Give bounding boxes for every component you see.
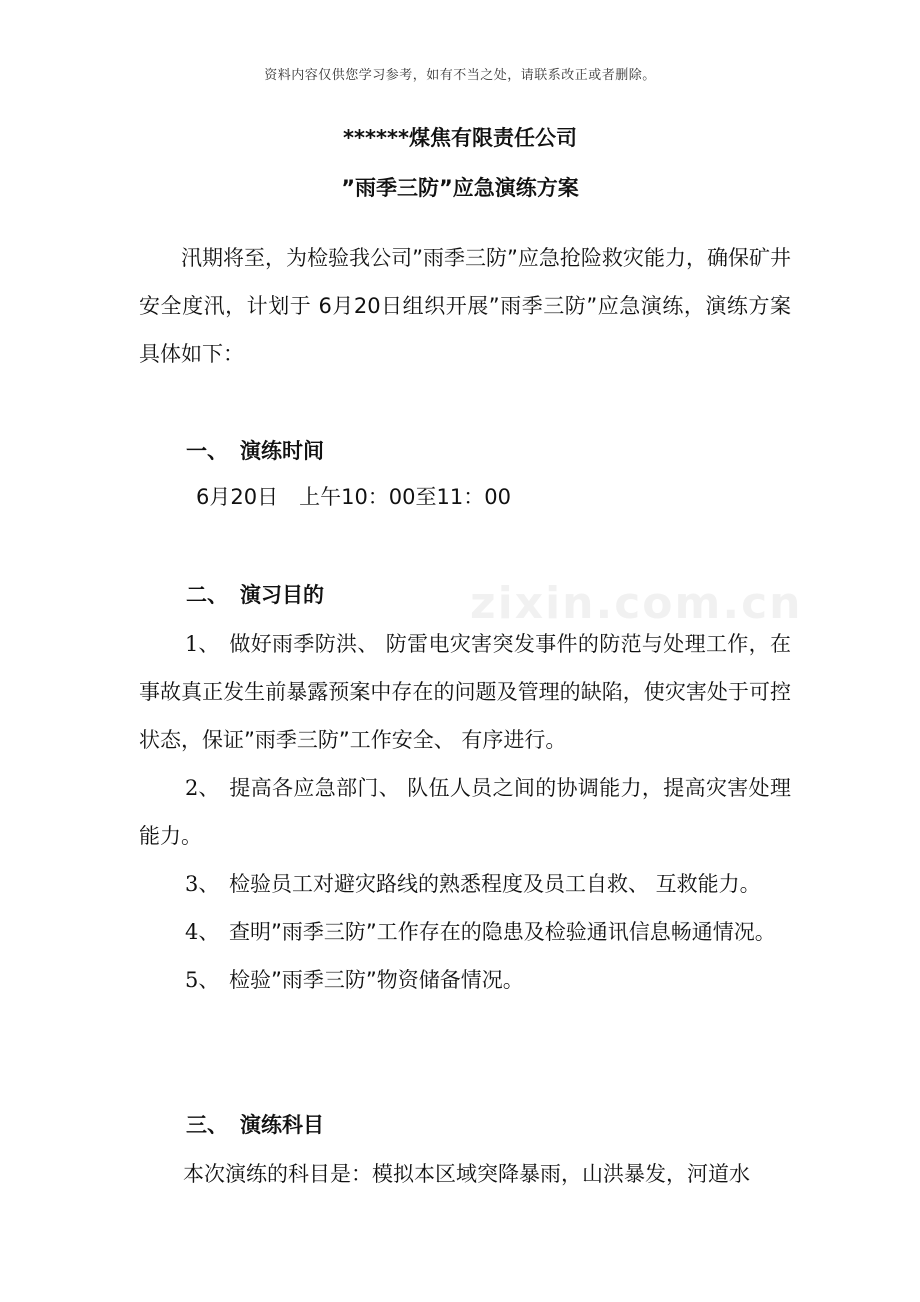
- section-heading-time: [186, 436, 324, 466]
- item-number: 2、: [185, 776, 220, 800]
- watermark: zixin.com.cn: [470, 578, 803, 629]
- intro-paragraph: 汛期将至，为检验我公司”雨季三防”应急抢险救灾能力，确保矿井安全度汛，计划于 6月20日组织开展”雨季三防”应急演练，演练方案具体如下：: [139, 246, 791, 366]
- section-title: 演练时间: [240, 439, 324, 463]
- list-item: [139, 620, 791, 764]
- subject-paragraph: 本次演练的科目是：模拟本区域突降暴雨，山洪暴发，河道水: [183, 1162, 750, 1186]
- drill-time: 6月20日 上午10：00至11：00: [196, 485, 511, 509]
- section-title: 演习目的: [240, 583, 324, 607]
- section-number: 一、: [186, 439, 228, 463]
- section-number: 三、: [186, 1113, 228, 1137]
- item-number: 5、: [185, 968, 220, 992]
- section-title: 演练科目: [240, 1113, 324, 1137]
- item-number: 3、: [185, 872, 220, 896]
- list-item: [139, 764, 791, 860]
- section-number: 二、: [186, 583, 228, 607]
- item-text: 检验”雨季三防”物资储备情况。: [229, 968, 524, 992]
- header-notice: 资料内容仅供您学习参考，如有不当之处，请联系改正或者删除。: [264, 68, 656, 83]
- list-item: [139, 860, 791, 908]
- item-number: 4、: [185, 920, 220, 944]
- item-text: 查明”雨季三防”工作存在的隐患及检验通讯信息畅通情况。: [229, 920, 776, 944]
- item-number: 1、: [185, 632, 220, 656]
- section-heading-subjects: [186, 1110, 324, 1140]
- goals-list: [139, 620, 791, 1004]
- item-text: 提高各应急部门、 队伍人员之间的协调能力，提高灾害处理能力。: [139, 776, 791, 848]
- company-title: ******煤焦有限责任公司: [343, 126, 577, 150]
- section-heading-goals: [186, 580, 324, 610]
- list-item: [139, 908, 791, 956]
- plan-title: ”雨季三防”应急演练方案: [341, 176, 579, 200]
- list-item: [139, 956, 791, 1004]
- item-text: 做好雨季防洪、 防雷电灾害突发事件的防范与处理工作，在事故真正发生前暴露预案中存在的问题及管理的缺陷，使灾害处于可控状态，保证”雨季三防”工作安全、 有序进行。: [139, 632, 791, 752]
- item-text: 检验员工对避灾路线的熟悉程度及员工自救、 互救能力。: [229, 872, 761, 896]
